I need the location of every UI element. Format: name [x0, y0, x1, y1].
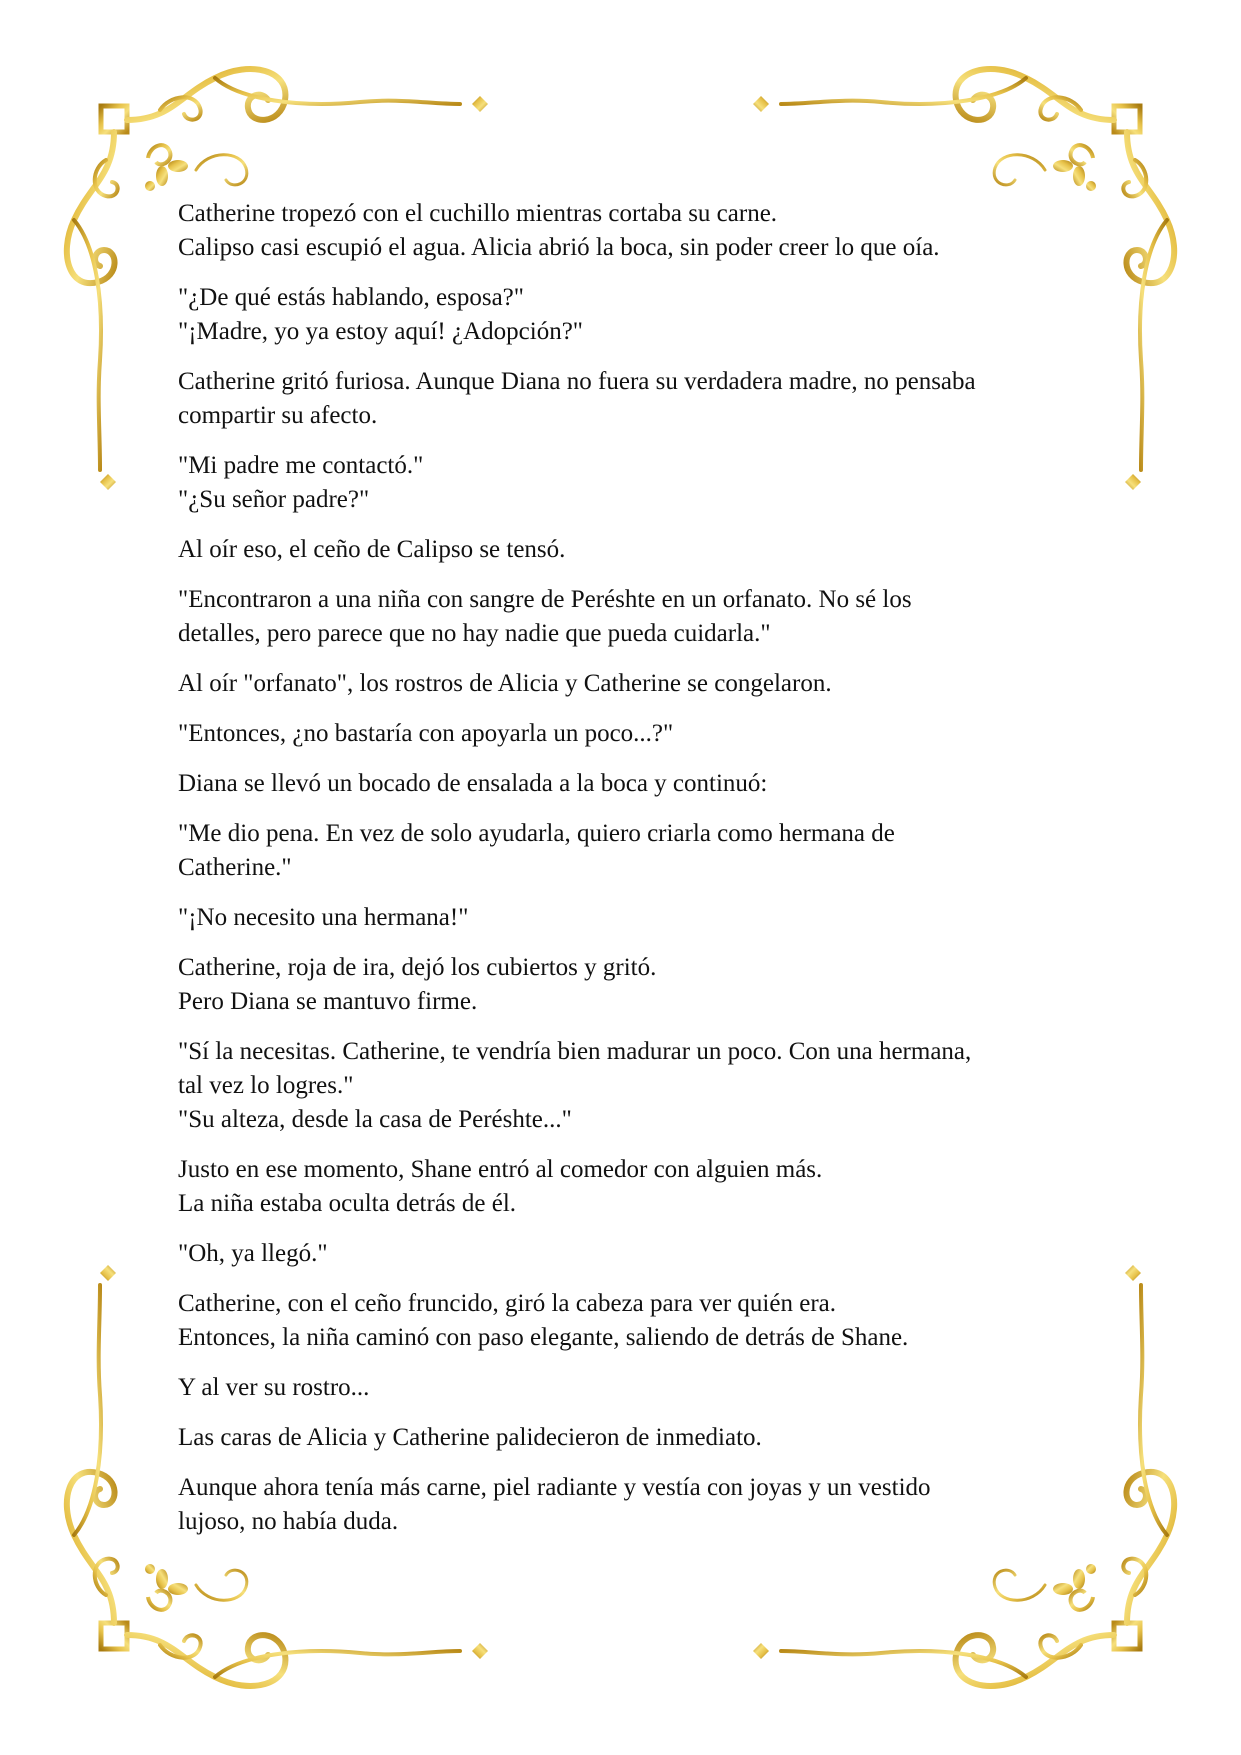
text-line: detalles, pero parece que no hay nadie que pueda cuidarla.": [178, 620, 771, 647]
paragraph: [178, 951, 1068, 1019]
text-line: Catherine gritó furiosa. Aunque Diana no fuera su verdadera madre, no pensaba: [178, 368, 976, 395]
paragraph: [178, 583, 1068, 651]
paragraph: [178, 1237, 1068, 1271]
text-line: Catherine, roja de ira, dejó los cubiertos y gritó.: [178, 954, 657, 981]
text-line: Justo en ese momento, Shane entró al comedor con alguien más.: [178, 1156, 823, 1183]
paragraph: [178, 901, 1068, 935]
paragraph: [178, 365, 1068, 433]
paragraph: [178, 1153, 1068, 1221]
text-line: tal vez lo logres.": [178, 1072, 354, 1099]
paragraph: [178, 1287, 1068, 1355]
text-line: lujoso, no había duda.: [178, 1508, 399, 1535]
text-line: Aunque ahora tenía más carne, piel radiante y vestía con joyas y un vestido: [178, 1474, 931, 1501]
text-line: "¿Su señor padre?": [178, 486, 370, 513]
text-line: "Su alteza, desde la casa de Peréshte...": [178, 1106, 572, 1133]
text-line: "Encontraron a una niña con sangre de Peréshte en un orfanato. No sé los: [178, 586, 912, 613]
story-text: [178, 197, 1068, 1555]
text-line: Pero Diana se mantuvo firme.: [178, 988, 478, 1015]
paragraph: [178, 717, 1068, 751]
text-line: Catherine.": [178, 854, 292, 881]
paragraph: [178, 1421, 1068, 1455]
text-line: Diana se llevó un bocado de ensalada a la boca y continuó:: [178, 770, 768, 797]
text-line: "¿De qué estás hablando, esposa?": [178, 284, 524, 311]
text-line: Entonces, la niña caminó con paso elegante, saliendo de detrás de Shane.: [178, 1324, 909, 1351]
paragraph: [178, 1471, 1068, 1539]
text-line: Catherine tropezó con el cuchillo mientras cortaba su carne.: [178, 200, 778, 227]
paragraph: [178, 449, 1068, 517]
paragraph: [178, 667, 1068, 701]
text-line: Calipso casi escupió el agua. Alicia abrió la boca, sin poder creer lo que oía.: [178, 234, 940, 261]
text-line: Y al ver su rostro...: [178, 1374, 370, 1401]
text-line: "Mi padre me contactó.": [178, 452, 424, 479]
text-line: Al oír eso, el ceño de Calipso se tensó.: [178, 536, 566, 563]
text-line: "Me dio pena. En vez de solo ayudarla, quiero criarla como hermana de: [178, 820, 895, 847]
text-line: "Entonces, ¿no bastaría con apoyarla un poco...?": [178, 720, 674, 747]
paragraph: [178, 197, 1068, 265]
text-line: La niña estaba oculta detrás de él.: [178, 1190, 517, 1217]
text-line: Al oír "orfanato", los rostros de Alicia y Catherine se congelaron.: [178, 670, 832, 697]
paragraph: [178, 281, 1068, 349]
paragraph: [178, 767, 1068, 801]
text-line: "Sí la necesitas. Catherine, te vendría bien madurar un poco. Con una hermana,: [178, 1038, 972, 1065]
text-line: "¡No necesito una hermana!": [178, 904, 469, 931]
paragraph: [178, 1035, 1068, 1137]
text-line: Las caras de Alicia y Catherine palidecieron de inmediato.: [178, 1424, 762, 1451]
text-line: "Oh, ya llegó.": [178, 1240, 328, 1267]
text-line: compartir su afecto.: [178, 402, 378, 429]
paragraph: [178, 817, 1068, 885]
paragraph: [178, 1371, 1068, 1405]
text-line: "¡Madre, yo ya estoy aquí! ¿Adopción?": [178, 318, 584, 345]
text-line: Catherine, con el ceño fruncido, giró la cabeza para ver quién era.: [178, 1290, 836, 1317]
paragraph: [178, 533, 1068, 567]
